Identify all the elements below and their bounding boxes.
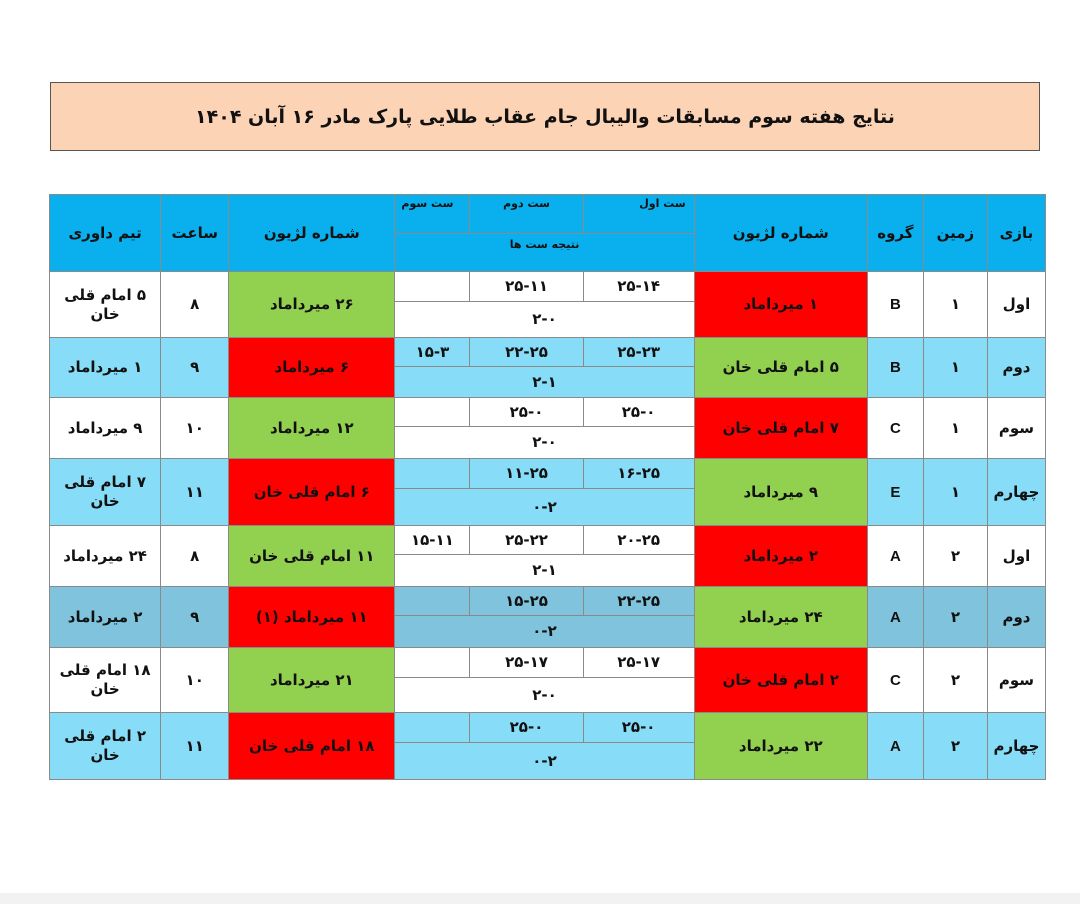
game-cell: دوم: [987, 338, 1045, 398]
set1-cell: ۲۰-۲۵: [583, 526, 694, 555]
group-cell: E: [867, 459, 923, 526]
game-cell: اول: [987, 272, 1045, 338]
group-cell: A: [867, 587, 923, 648]
set1-cell: ۲۵-۰: [583, 713, 694, 743]
match-row: [50, 338, 1046, 367]
set1-cell: ۲۵-۲۳: [583, 338, 694, 367]
game-cell: چهارم: [987, 459, 1045, 526]
result-cell: ۲-۰: [395, 302, 694, 338]
court-cell: ۲: [923, 648, 987, 713]
set1-cell: ۲۵-۰: [583, 398, 694, 427]
referee-cell: ۷ امام قلی خان: [50, 459, 161, 526]
header-referee: تیم داوری: [50, 195, 161, 272]
results-table: [49, 194, 1046, 780]
time-cell: ۱۱: [161, 713, 229, 780]
group-cell: A: [867, 713, 923, 780]
team-a-cell: ۲۴ میرداماد: [694, 587, 867, 648]
match-row: [50, 587, 1046, 616]
game-cell: چهارم: [987, 713, 1045, 780]
set2-cell: ۲۵-۰: [470, 713, 583, 743]
header-group: گروه: [867, 195, 923, 272]
result-cell: ۰-۲: [395, 489, 694, 526]
time-cell: ۹: [161, 587, 229, 648]
team-b-cell: ۶ امام قلی خان: [229, 459, 395, 526]
referee-cell: ۹ میرداماد: [50, 398, 161, 459]
header-row-top: [50, 195, 1046, 234]
group-cell: C: [867, 398, 923, 459]
match-row: [50, 526, 1046, 555]
referee-cell: ۲ امام قلی خان: [50, 713, 161, 780]
team-a-cell: ۱ میرداماد: [694, 272, 867, 338]
match-row: [50, 272, 1046, 302]
group-cell: B: [867, 272, 923, 338]
set3-cell: [395, 713, 470, 743]
header-set2: ست دوم: [470, 195, 583, 234]
time-cell: ۸: [161, 272, 229, 338]
team-b-cell: ۲۶ میرداماد: [229, 272, 395, 338]
set2-cell: ۲۲-۲۵: [470, 338, 583, 367]
result-cell: ۲-۰: [395, 427, 694, 459]
time-cell: ۸: [161, 526, 229, 587]
team-b-cell: ۱۱ میرداماد (۱): [229, 587, 395, 648]
result-cell: ۲-۰: [395, 678, 694, 713]
result-cell: ۲-۱: [395, 367, 694, 398]
header-set-results: نتیجه ست ها: [395, 233, 694, 272]
court-cell: ۲: [923, 526, 987, 587]
court-cell: ۱: [923, 272, 987, 338]
team-b-cell: ۱۲ میرداماد: [229, 398, 395, 459]
group-cell: C: [867, 648, 923, 713]
court-cell: ۱: [923, 398, 987, 459]
header-league-no-a: شماره لژیون: [694, 195, 867, 272]
team-a-cell: ۲ امام قلی خان: [694, 648, 867, 713]
header-court: زمین: [923, 195, 987, 272]
header-set3: ست سوم: [395, 195, 470, 234]
set2-cell: ۲۵-۲۲: [470, 526, 583, 555]
set1-cell: ۱۶-۲۵: [583, 459, 694, 489]
game-cell: سوم: [987, 648, 1045, 713]
referee-cell: ۱ میرداماد: [50, 338, 161, 398]
set3-cell: [395, 459, 470, 489]
time-cell: ۱۰: [161, 648, 229, 713]
referee-cell: ۱۸ امام قلی خان: [50, 648, 161, 713]
group-cell: B: [867, 338, 923, 398]
result-cell: ۰-۲: [395, 616, 694, 648]
team-b-cell: ۶ میرداماد: [229, 338, 395, 398]
team-a-cell: ۲ میرداماد: [694, 526, 867, 587]
set2-cell: ۲۵-۰: [470, 398, 583, 427]
game-cell: اول: [987, 526, 1045, 587]
court-cell: ۱: [923, 459, 987, 526]
referee-cell: ۲ میرداماد: [50, 587, 161, 648]
time-cell: ۱۱: [161, 459, 229, 526]
match-row: [50, 648, 1046, 678]
time-cell: ۹: [161, 338, 229, 398]
match-row: [50, 713, 1046, 743]
referee-cell: ۵ امام قلی خان: [50, 272, 161, 338]
result-cell: ۲-۱: [395, 555, 694, 587]
set2-cell: ۱۱-۲۵: [470, 459, 583, 489]
set3-cell: [395, 272, 470, 302]
set2-cell: ۲۵-۱۷: [470, 648, 583, 678]
bottom-strip: [0, 893, 1080, 904]
header-game: بازی: [987, 195, 1045, 272]
result-cell: ۰-۲: [395, 743, 694, 780]
results-table-body: [50, 195, 1046, 780]
game-cell: دوم: [987, 587, 1045, 648]
time-cell: ۱۰: [161, 398, 229, 459]
set3-cell: [395, 587, 470, 616]
court-cell: ۲: [923, 713, 987, 780]
team-a-cell: ۲۲ میرداماد: [694, 713, 867, 780]
team-a-cell: ۹ میرداماد: [694, 459, 867, 526]
set3-cell: ۱۵-۱۱: [395, 526, 470, 555]
match-row: [50, 398, 1046, 427]
page-title: نتایج هفته سوم مسابقات والیبال جام عقاب طلایی پارک مادر ۱۶ آبان ۱۴۰۴: [50, 82, 1040, 151]
set1-cell: ۲۵-۱۷: [583, 648, 694, 678]
set1-cell: ۲۵-۱۴: [583, 272, 694, 302]
group-cell: A: [867, 526, 923, 587]
set3-cell: [395, 398, 470, 427]
set2-cell: ۲۵-۱۱: [470, 272, 583, 302]
court-cell: ۱: [923, 338, 987, 398]
team-a-cell: ۷ امام قلی خان: [694, 398, 867, 459]
team-b-cell: ۲۱ میرداماد: [229, 648, 395, 713]
set1-cell: ۲۲-۲۵: [583, 587, 694, 616]
header-set1: ست اول: [583, 195, 694, 234]
set3-cell: [395, 648, 470, 678]
set2-cell: ۱۵-۲۵: [470, 587, 583, 616]
header-league-no-b: شماره لژیون: [229, 195, 395, 272]
team-b-cell: ۱۱ امام قلی خان: [229, 526, 395, 587]
set3-cell: ۱۵-۳: [395, 338, 470, 367]
match-row: [50, 459, 1046, 489]
team-a-cell: ۵ امام قلی خان: [694, 338, 867, 398]
referee-cell: ۲۴ میرداماد: [50, 526, 161, 587]
court-cell: ۲: [923, 587, 987, 648]
game-cell: سوم: [987, 398, 1045, 459]
team-b-cell: ۱۸ امام قلی خان: [229, 713, 395, 780]
header-time: ساعت: [161, 195, 229, 272]
